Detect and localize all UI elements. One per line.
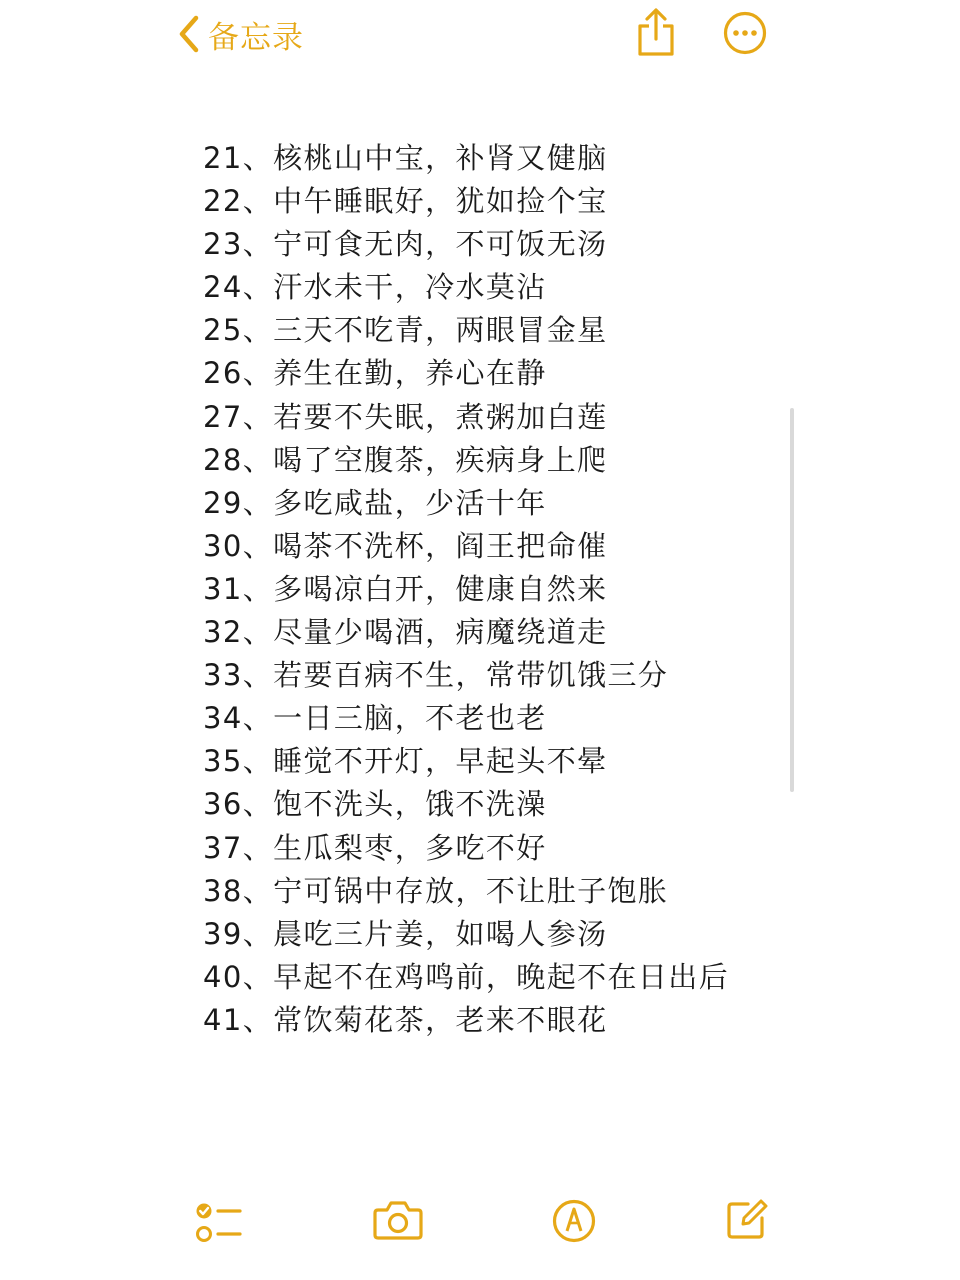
note-line: 41、常饮菊花茶，老来不眼花 — [203, 1002, 608, 1037]
compose-icon — [724, 1196, 770, 1242]
markup-pen-icon — [551, 1198, 597, 1244]
scroll-indicator[interactable] — [790, 408, 794, 792]
note-line: 33、若要百病不生，常带饥饿三分 — [203, 658, 669, 693]
note-line: 40、早起不在鸡鸣前，晚起不在日出后 — [203, 959, 730, 994]
note-body[interactable] — [203, 137, 783, 1042]
bottom-toolbar — [0, 1190, 960, 1260]
note-line: 27、若要不失眠，煮粥加白莲 — [203, 399, 608, 434]
note-line: 34、一日三脑，不老也老 — [203, 701, 547, 736]
share-icon — [634, 43, 678, 62]
share-button[interactable] — [634, 8, 678, 58]
note-line: 37、生瓜梨枣，多吃不好 — [203, 830, 547, 865]
checklist-icon — [194, 1198, 242, 1246]
note-line: 30、喝茶不洗杯，阎王把命催 — [203, 528, 608, 563]
more-options-button[interactable] — [722, 10, 768, 56]
camera-icon — [372, 1198, 424, 1242]
navigation-bar — [0, 0, 960, 70]
note-line: 29、多吃咸盐，少活十年 — [203, 485, 547, 520]
back-button[interactable] — [178, 12, 304, 56]
note-line: 32、尽量少喝酒，病魔绕道走 — [203, 615, 608, 650]
note-line: 38、宁可锅中存放，不让肚子饱胀 — [203, 873, 669, 908]
note-line: 28、喝了空腹茶，疾病身上爬 — [203, 442, 608, 477]
note-line: 39、晨吃三片姜，如喝人参汤 — [203, 916, 608, 951]
markup-button[interactable] — [551, 1198, 597, 1244]
note-line: 26、养生在勤，养心在静 — [203, 356, 547, 391]
note-line: 36、饱不洗头，饿不洗澡 — [203, 787, 547, 822]
ellipsis-circle-icon — [722, 41, 768, 60]
note-line: 35、睡觉不开灯，早起头不晕 — [203, 744, 608, 779]
note-line: 25、三天不吃青，两眼冒金星 — [203, 313, 608, 348]
note-line: 23、宁可食无肉，不可饭无汤 — [203, 227, 608, 262]
note-line: 31、多喝凉白开，健康自然来 — [203, 571, 608, 606]
note-line: 22、中午睡眠好，犹如捡个宝 — [203, 184, 608, 219]
note-line: 21、核桃山中宝，补肾又健脑 — [203, 141, 608, 175]
back-label: 备忘录 — [208, 19, 304, 56]
note-line: 24、汗水未干，冷水莫沾 — [203, 270, 547, 305]
compose-button[interactable] — [724, 1196, 770, 1242]
checklist-button[interactable] — [194, 1198, 242, 1246]
chevron-left-icon — [178, 15, 200, 53]
camera-button[interactable] — [372, 1198, 424, 1242]
